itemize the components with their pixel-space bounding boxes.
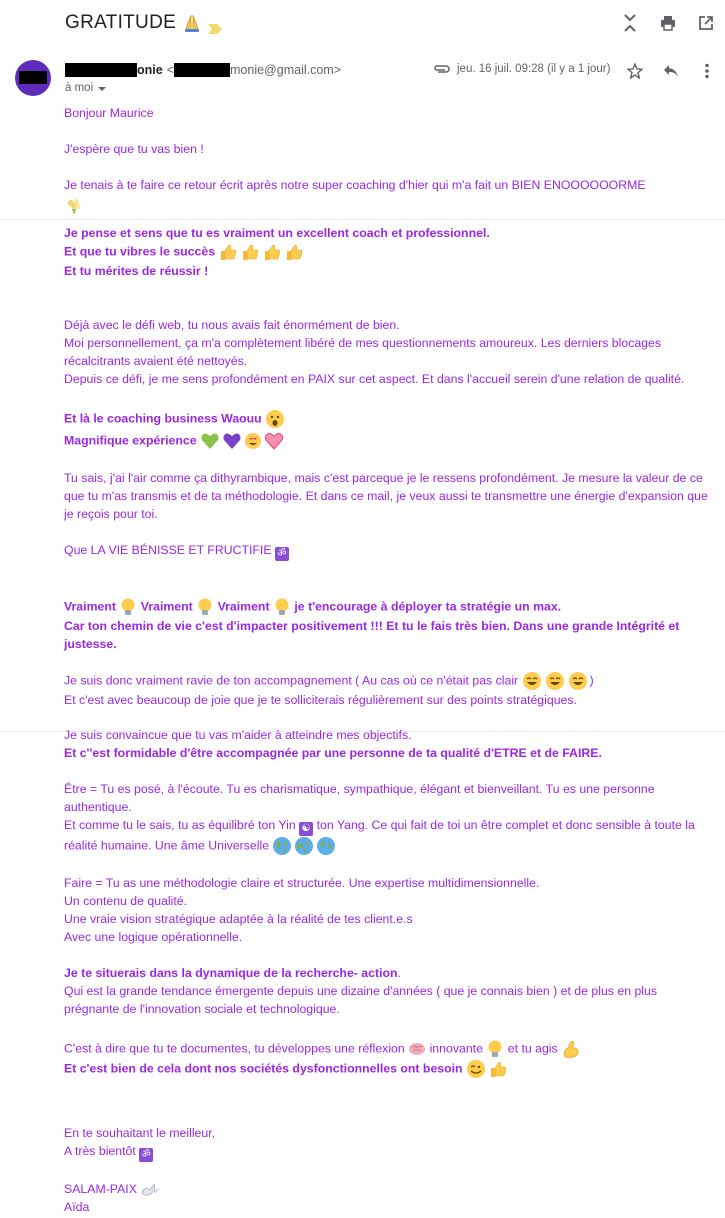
body-line: J'espère que tu vas bien ! xyxy=(64,142,204,156)
body-bold-line: Et c'est bien de cela dont nos sociétés dysfonctionnelles ont besoin xyxy=(64,1059,714,1079)
attachment-icon xyxy=(433,64,451,74)
body-line: Être = Tu es posé, à l'écoute. Tu es charismatique, sympathique, élégant et bienveillant. Tu es une personne authentique. xyxy=(64,782,655,814)
body-line: En te souhaitant le meilleur, xyxy=(64,1126,216,1140)
body-line: Que LA VIE BÉNISSE ET FRUCTIFIE ॐ xyxy=(64,541,714,561)
pray-icon xyxy=(182,13,202,33)
sender-line xyxy=(65,63,341,77)
email-date: jeu. 16 juil. 09:28 (il y a 1 jour) xyxy=(457,63,611,75)
body-line: Je te situerais dans la dynamique de la recherche- action. xyxy=(64,966,401,980)
redacted-email xyxy=(174,63,230,77)
body-line: Faire = Tu as une méthodologie claire et structurée. Une expertise multidimensionnelle. xyxy=(64,876,540,890)
subject-title: GRATITUDE xyxy=(65,12,177,33)
chevron-down-icon[interactable] xyxy=(98,87,106,91)
email-body xyxy=(64,104,714,1216)
subject-bar xyxy=(0,0,725,48)
om-icon: ॐ xyxy=(275,547,289,561)
redacted-name xyxy=(65,63,137,77)
sender-email: monie@gmail.com> xyxy=(230,63,342,77)
body-line: Une vraie vision stratégique adaptée à la réalité de tes client.e.s xyxy=(64,912,413,926)
flexed-biceps-icon xyxy=(561,1039,581,1059)
thumbs-up-icon xyxy=(218,242,304,262)
body-line: Déjà avec le défi web, tu nous avais fait énormément de bien. xyxy=(64,318,400,332)
body-line: Moi personnellement, ça m'a complètement libéré de mes questionnements amoureux. Les derniers blocages récalcitrants avaient été nettoyés. xyxy=(64,336,662,368)
body-bold-line: Et c''est formidable d'être accompagnée par une personne de ta qualité d'ETRE et de FAIRE. xyxy=(64,746,602,760)
body-line: Je suis convaincue que tu vas m'aider à atteindre mes objectifs. xyxy=(64,728,412,742)
body-line: C'est à dire que tu te documentes, tu développes une réflexion innovante et tu agis xyxy=(64,1039,714,1059)
star-icon[interactable] xyxy=(626,62,644,80)
yin-yang-icon: ☯ xyxy=(299,822,313,836)
bouquet-icon xyxy=(64,196,84,216)
recipient-label: à moi xyxy=(65,82,94,94)
body-line: Depuis ce défi, je me sens profondément en PAIX sur cet aspect. Et dans l'accueil serein d'une relation de qualité. xyxy=(64,372,685,386)
brain-icon xyxy=(408,1041,426,1057)
email-open-bracket: < xyxy=(166,63,175,77)
light-bulb-icon xyxy=(196,597,214,617)
body-line: Et comme tu le sais, tu as équilibré ton Yin ☯ ton Yang. Ce qui fait de toi un être complet et donc sensible à toute la réalité humaine. Une âme Universelle xyxy=(64,816,714,856)
email-subject xyxy=(65,12,222,34)
body-bold-line: Et là le coaching business Waouu xyxy=(64,409,714,429)
open-new-window-icon[interactable] xyxy=(697,14,715,32)
dove-icon xyxy=(140,1182,162,1198)
hearts-icon xyxy=(200,431,286,451)
body-bold-line: Magnifique expérience xyxy=(64,431,714,451)
signature-name: Aïda xyxy=(64,1200,90,1214)
body-line: A très bientôt ॐ xyxy=(64,1142,714,1162)
light-bulb-icon xyxy=(486,1039,504,1059)
surprised-face-icon xyxy=(265,409,285,429)
globe-icon xyxy=(272,836,338,856)
sender-name[interactable]: onie xyxy=(137,63,163,77)
more-vert-icon[interactable] xyxy=(698,62,716,80)
light-bulb-icon xyxy=(273,597,291,617)
print-icon[interactable] xyxy=(659,14,677,32)
body-bold-line: Je pense et sens que tu es vraiment un excellent coach et professionnel. xyxy=(64,226,490,240)
reply-icon[interactable] xyxy=(662,62,680,80)
email-meta xyxy=(433,63,610,75)
om-icon: ॐ xyxy=(139,1148,153,1162)
body-line: Qui est la grande tendance émergente depuis une dizaine d'années ( que je connais bien ) et de plus en plus prégnante de l'innovation sociale et technologique. xyxy=(64,984,658,1016)
greeting: Bonjour Maurice xyxy=(64,106,154,120)
recipient-line[interactable] xyxy=(65,82,106,94)
light-bulb-icon xyxy=(119,597,137,617)
body-line: Un contenu de qualité. xyxy=(64,894,188,908)
body-line: Avec une logique opérationnelle. xyxy=(64,930,243,944)
body-line: Je suis donc vraiment ravie de ton accompagnement ( Au cas où ce n'était pas clair ) xyxy=(64,671,714,691)
body-bold-line: Car ton chemin de vie c'est d'impacter positivement !!! Et tu le fais très bien. Dans une grande Intégrité et justesse. xyxy=(64,619,680,651)
body-line: Et c'est avec beaucoup de joie que je te solliciterais régulièrement sur des points stratégiques. xyxy=(64,693,577,707)
collapse-all-icon[interactable] xyxy=(621,14,639,32)
wink-thumbs-up-icon xyxy=(466,1059,510,1079)
body-bold-line: Vraiment Vraiment Vraiment je t'encourage à déployer ta stratégie un max. xyxy=(64,597,714,617)
body-bold-line: Et que tu vibres le succès xyxy=(64,242,714,262)
body-bold-line: Et tu mérites de réussir ! xyxy=(64,264,209,278)
body-line: Je tenais à te faire ce retour écrit après notre super coaching d'hier qui m'a fait un BIEN ENOOOOOORME xyxy=(64,176,714,216)
body-line: Tu sais, j'ai l'air comme ça dithyrambique, mais c'est parceque je le ressens profondément. Je mesure la valeur de ce que tu m'as transmis et de ta méthodologie. Et dans ce mail, je veux aussi te transmettre une énergie d'expansion que je reçois pour toi. xyxy=(64,471,708,521)
grinning-face-icon xyxy=(522,671,590,691)
important-marker-icon[interactable] xyxy=(208,18,222,28)
signature-line: SALAM-PAIX xyxy=(64,1180,714,1198)
sender-avatar[interactable] xyxy=(15,60,51,96)
